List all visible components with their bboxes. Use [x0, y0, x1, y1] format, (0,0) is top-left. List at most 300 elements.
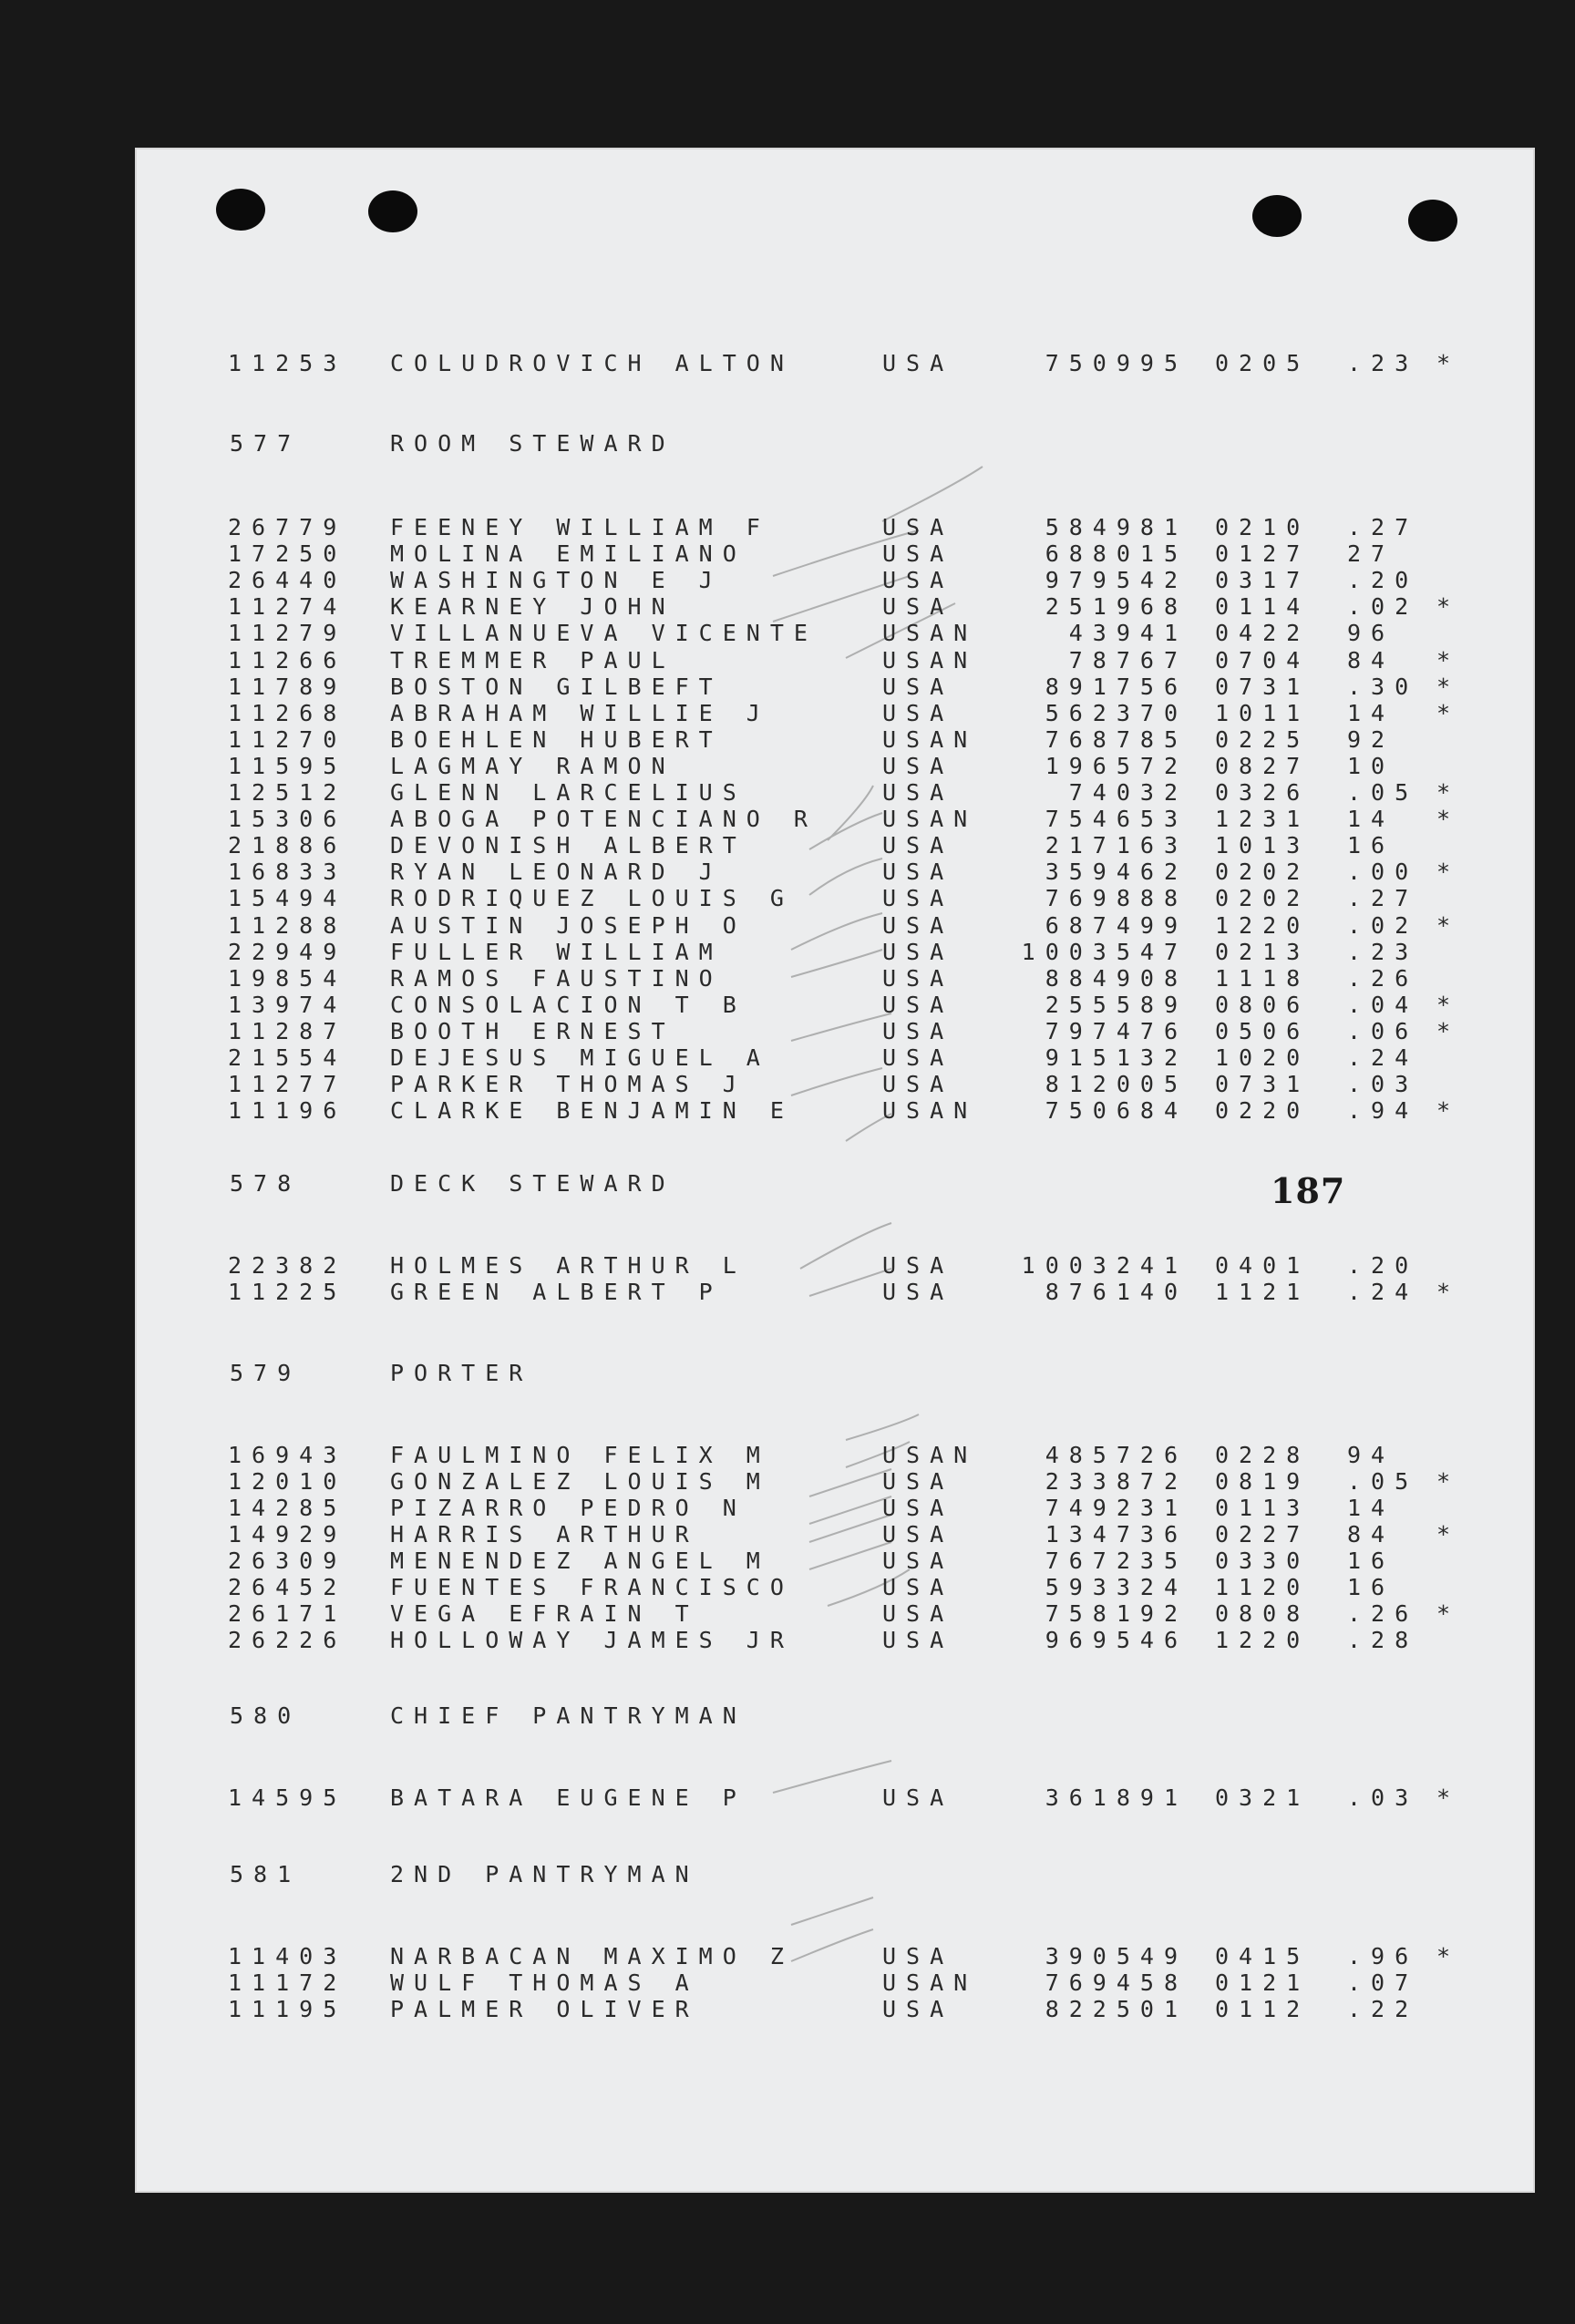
date-code: 0225 — [1215, 725, 1311, 753]
nationality: USA — [882, 779, 954, 806]
crew-number: 11196 — [228, 1097, 347, 1125]
nationality: USA — [882, 1574, 954, 1600]
crew-number: 11270 — [228, 725, 347, 753]
table-row — [135, 1252, 1535, 1280]
id-number: 750995 — [1045, 350, 1188, 376]
table-row — [135, 1784, 1535, 1812]
crew-name: WULF THOMAS A — [390, 1969, 699, 1996]
table-row — [135, 726, 1535, 754]
crew-number: 12512 — [228, 779, 347, 806]
section-code: 581 — [230, 1861, 302, 1887]
table-row — [135, 1548, 1535, 1575]
value-code: 84 — [1347, 646, 1395, 674]
date-code: 0819 — [1215, 1468, 1311, 1495]
nationality: USAN — [882, 620, 978, 647]
date-code: 1220 — [1215, 911, 1311, 939]
crew-number: 11287 — [228, 1017, 347, 1044]
nationality: USA — [882, 1252, 954, 1279]
asterisk-mark: * — [1436, 1521, 1461, 1548]
table-row — [135, 674, 1535, 701]
section-header — [135, 1861, 1535, 1888]
value-code: .22 — [1347, 1996, 1419, 2022]
table-row — [135, 832, 1535, 859]
id-number: 255589 — [1045, 991, 1188, 1018]
nationality: USA — [882, 832, 954, 859]
nationality: USA — [882, 350, 954, 376]
section-header — [135, 1702, 1535, 1730]
id-number: 750684 — [1045, 1097, 1188, 1125]
value-code: .03 — [1347, 1071, 1419, 1098]
crew-name: FULLER WILLIAM — [390, 938, 723, 965]
value-code: .96 — [1347, 1943, 1419, 1969]
asterisk-mark: * — [1436, 1943, 1461, 1969]
date-code: 0731 — [1215, 1071, 1311, 1098]
id-number: 134736 — [1045, 1521, 1188, 1548]
value-code: 14 — [1347, 806, 1395, 833]
date-code: 0205 — [1215, 350, 1311, 376]
crew-name: VEGA EFRAIN T — [390, 1600, 699, 1627]
value-code: 92 — [1347, 725, 1395, 753]
crew-number: 11595 — [228, 752, 347, 779]
id-number: 797476 — [1045, 1017, 1188, 1044]
value-code: 96 — [1347, 620, 1395, 647]
table-row — [135, 992, 1535, 1019]
value-code: .05 — [1347, 1468, 1419, 1495]
id-number: 884908 — [1045, 964, 1188, 992]
nationality: USA — [882, 991, 954, 1018]
value-code: .23 — [1347, 350, 1419, 376]
id-number: 562370 — [1045, 699, 1188, 726]
section-title: ROOM STEWARD — [390, 430, 675, 457]
nationality: USA — [882, 1468, 954, 1495]
crew-number: 26779 — [228, 514, 347, 540]
nationality: USA — [882, 540, 954, 568]
crew-number: 16943 — [228, 1442, 347, 1468]
table-row — [135, 1279, 1535, 1306]
crew-number: 14285 — [228, 1495, 347, 1521]
crew-name: GLENN LARCELIUS — [390, 779, 746, 806]
nationality: USA — [882, 1017, 954, 1044]
table-row — [135, 1071, 1535, 1098]
id-number: 688015 — [1045, 540, 1188, 568]
table-row — [135, 514, 1535, 541]
nationality: USA — [882, 885, 954, 912]
crew-name: VILLANUEVA VICENTE — [390, 620, 818, 647]
nationality: USAN — [882, 725, 978, 753]
asterisk-mark: * — [1436, 779, 1461, 806]
nationality: USA — [882, 1600, 954, 1627]
value-code: .20 — [1347, 1252, 1419, 1279]
nationality: USA — [882, 699, 954, 726]
table-row — [135, 1600, 1535, 1628]
crew-name: RODRIQUEZ LOUIS G — [390, 885, 794, 912]
table-row — [135, 1044, 1535, 1072]
crew-name: ABRAHAM WILLIE J — [390, 699, 770, 726]
date-code: 0808 — [1215, 1600, 1311, 1627]
value-code: 27 — [1347, 540, 1395, 568]
nationality: USA — [882, 1071, 954, 1098]
id-number: 769888 — [1045, 885, 1188, 912]
date-code: 1118 — [1215, 964, 1311, 992]
date-code: 0704 — [1215, 646, 1311, 674]
section-title: 2ND PANTRYMAN — [390, 1861, 699, 1887]
date-code: 1011 — [1215, 699, 1311, 726]
date-code: 0415 — [1215, 1943, 1311, 1969]
table-row — [135, 540, 1535, 568]
id-number: 78767 — [1068, 646, 1188, 674]
date-code: 0210 — [1215, 514, 1311, 540]
asterisk-mark: * — [1436, 673, 1461, 700]
date-code: 0127 — [1215, 540, 1311, 568]
crew-number: 11266 — [228, 646, 347, 674]
value-code: .24 — [1347, 1279, 1419, 1305]
crew-name: NARBACAN MAXIMO Z — [390, 1943, 794, 1969]
document-page — [135, 148, 1535, 2193]
table-row — [135, 779, 1535, 807]
section-code: 577 — [230, 430, 302, 457]
nationality: USA — [882, 514, 954, 540]
value-code: .30 — [1347, 673, 1419, 700]
table-row — [135, 350, 1535, 377]
crew-name: DEVONISH ALBERT — [390, 832, 746, 859]
table-row — [135, 1943, 1535, 1970]
table-row — [135, 1969, 1535, 1997]
crew-name: TREMMER PAUL — [390, 646, 675, 674]
nationality: USA — [882, 964, 954, 992]
asterisk-mark: * — [1436, 1600, 1461, 1627]
crew-number: 17250 — [228, 540, 347, 568]
id-number: 1003241 — [1021, 1252, 1188, 1279]
date-code: 0228 — [1215, 1442, 1311, 1468]
date-code: 1013 — [1215, 832, 1311, 859]
value-code: 94 — [1347, 1442, 1395, 1468]
date-code: 0330 — [1215, 1548, 1311, 1574]
crew-number: 11277 — [228, 1071, 347, 1098]
value-code: .28 — [1347, 1627, 1419, 1653]
crew-name: FUENTES FRANCISCO — [390, 1574, 794, 1600]
table-row — [135, 593, 1535, 621]
crew-name: PARKER THOMAS J — [390, 1071, 746, 1098]
crew-name: BATARA EUGENE P — [390, 1784, 746, 1811]
nationality: USA — [882, 752, 954, 779]
section-title: CHIEF PANTRYMAN — [390, 1702, 746, 1729]
table-row — [135, 647, 1535, 674]
value-code: .07 — [1347, 1969, 1419, 1996]
value-code: .27 — [1347, 514, 1419, 540]
crew-name: PALMER OLIVER — [390, 1996, 699, 2022]
asterisk-mark: * — [1436, 859, 1461, 886]
date-code: 0422 — [1215, 620, 1311, 647]
value-code: .20 — [1347, 567, 1419, 594]
crew-name: KEARNEY JOHN — [390, 593, 675, 621]
value-code: .02 — [1347, 593, 1419, 621]
value-code: .27 — [1347, 885, 1419, 912]
table-row — [135, 1574, 1535, 1601]
id-number: 359462 — [1045, 859, 1188, 886]
value-code: .05 — [1347, 779, 1419, 806]
id-number: 915132 — [1045, 1044, 1188, 1071]
nationality: USA — [882, 1044, 954, 1071]
section-code: 578 — [230, 1170, 302, 1197]
section-title: PORTER — [390, 1360, 533, 1386]
date-code: 1121 — [1215, 1279, 1311, 1305]
id-number: 584981 — [1045, 514, 1188, 540]
crew-name: RAMOS FAUSTINO — [390, 964, 723, 992]
id-number: 969546 — [1045, 1627, 1188, 1653]
date-code: 0827 — [1215, 752, 1311, 779]
section-title: DECK STEWARD — [390, 1170, 675, 1197]
crew-number: 11274 — [228, 593, 347, 621]
nationality: USA — [882, 1996, 954, 2022]
asterisk-mark: * — [1436, 350, 1461, 376]
nationality: USA — [882, 1279, 954, 1305]
crew-name: FEENEY WILLIAM F — [390, 514, 770, 540]
id-number: 217163 — [1045, 832, 1188, 859]
table-row — [135, 1018, 1535, 1045]
crew-number: 11225 — [228, 1279, 347, 1305]
crew-name: HOLMES ARTHUR L — [390, 1252, 746, 1279]
crew-number: 21886 — [228, 832, 347, 859]
nationality: USA — [882, 1784, 954, 1811]
id-number: 74032 — [1068, 779, 1188, 806]
id-number: 812005 — [1045, 1071, 1188, 1098]
id-number: 593324 — [1045, 1574, 1188, 1600]
date-code: 0321 — [1215, 1784, 1311, 1811]
nationality: USA — [882, 1627, 954, 1653]
date-code: 0113 — [1215, 1495, 1311, 1521]
nationality: USAN — [882, 806, 978, 833]
id-number: 1003547 — [1021, 938, 1188, 965]
crew-name: CLARKE BENJAMIN E — [390, 1097, 794, 1125]
section-header — [135, 430, 1535, 458]
asterisk-mark: * — [1436, 1097, 1461, 1125]
date-code: 0121 — [1215, 1969, 1311, 1996]
asterisk-mark: * — [1436, 699, 1461, 726]
date-code: 1020 — [1215, 1044, 1311, 1071]
value-code: .24 — [1347, 1044, 1419, 1071]
table-row — [135, 885, 1535, 912]
asterisk-mark: * — [1436, 593, 1461, 621]
date-code: 0506 — [1215, 1017, 1311, 1044]
crew-name: LAGMAY RAMON — [390, 752, 675, 779]
crew-name: MOLINA EMILIANO — [390, 540, 746, 568]
id-number: 822501 — [1045, 1996, 1188, 2022]
crew-name: HOLLOWAY JAMES JR — [390, 1627, 794, 1653]
crew-name: BOSTON GILBEFT — [390, 673, 723, 700]
date-code: 0220 — [1215, 1097, 1311, 1125]
date-code: 0114 — [1215, 593, 1311, 621]
table-row — [135, 939, 1535, 966]
crew-name: FAULMINO FELIX M — [390, 1442, 770, 1468]
crew-number: 26452 — [228, 1574, 347, 1600]
table-row — [135, 1442, 1535, 1469]
crew-name: BOEHLEN HUBERT — [390, 725, 723, 753]
id-number: 979542 — [1045, 567, 1188, 594]
page-number: 187 — [1271, 1170, 1346, 1211]
section-code: 579 — [230, 1360, 302, 1386]
value-code: .04 — [1347, 991, 1419, 1018]
crew-name: COLUDROVICH ALTON — [390, 350, 794, 376]
crew-name: RYAN LEONARD J — [390, 859, 723, 886]
table-row — [135, 1495, 1535, 1522]
id-number: 876140 — [1045, 1279, 1188, 1305]
id-number: 485726 — [1045, 1442, 1188, 1468]
table-row — [135, 567, 1535, 594]
crew-name: PIZARRO PEDRO N — [390, 1495, 746, 1521]
date-code: 0202 — [1215, 885, 1311, 912]
value-code: .03 — [1347, 1784, 1419, 1811]
id-number: 891756 — [1045, 673, 1188, 700]
asterisk-mark: * — [1436, 911, 1461, 939]
id-number: 768785 — [1045, 725, 1188, 753]
asterisk-mark: * — [1436, 646, 1461, 674]
crew-number: 11403 — [228, 1943, 347, 1969]
value-code: 14 — [1347, 1495, 1395, 1521]
nationality: USA — [882, 1521, 954, 1548]
table-row — [135, 1468, 1535, 1496]
crew-number: 15494 — [228, 885, 347, 912]
table-row — [135, 753, 1535, 780]
crew-number: 11288 — [228, 911, 347, 939]
crew-number: 11195 — [228, 1996, 347, 2022]
table-row — [135, 1996, 1535, 2023]
id-number: 196572 — [1045, 752, 1188, 779]
crew-number: 21554 — [228, 1044, 347, 1071]
crew-name: CONSOLACION T B — [390, 991, 746, 1018]
asterisk-mark: * — [1436, 1017, 1461, 1044]
date-code: 0731 — [1215, 673, 1311, 700]
id-number: 767235 — [1045, 1548, 1188, 1574]
value-code: 16 — [1347, 1548, 1395, 1574]
date-code: 0317 — [1215, 567, 1311, 594]
date-code: 1220 — [1215, 1627, 1311, 1653]
crew-name: DEJESUS MIGUEL A — [390, 1044, 770, 1071]
crew-number: 13974 — [228, 991, 347, 1018]
id-number: 251968 — [1045, 593, 1188, 621]
value-code: 84 — [1347, 1521, 1395, 1548]
table-row — [135, 859, 1535, 886]
value-code: .00 — [1347, 859, 1419, 886]
crew-name: WASHINGTON E J — [390, 567, 723, 594]
crew-number: 22949 — [228, 938, 347, 965]
id-number: 43941 — [1068, 620, 1188, 647]
nationality: USA — [882, 1495, 954, 1521]
crew-name: GONZALEZ LOUIS M — [390, 1468, 770, 1495]
section-header — [135, 1360, 1535, 1387]
id-number: 390549 — [1045, 1943, 1188, 1969]
nationality: USA — [882, 1943, 954, 1969]
date-code: 0401 — [1215, 1252, 1311, 1279]
value-code: .02 — [1347, 911, 1419, 939]
table-row — [135, 620, 1535, 647]
crew-number: 11789 — [228, 673, 347, 700]
date-code: 0213 — [1215, 938, 1311, 965]
nationality: USAN — [882, 1097, 978, 1125]
value-code: .23 — [1347, 938, 1419, 965]
date-code: 1120 — [1215, 1574, 1311, 1600]
crew-name: ABOGA POTENCIANO R — [390, 806, 818, 833]
crew-number: 16833 — [228, 859, 347, 886]
crew-number: 14595 — [228, 1784, 347, 1811]
date-code: 0806 — [1215, 991, 1311, 1018]
asterisk-mark: * — [1436, 806, 1461, 833]
nationality: USAN — [882, 1969, 978, 1996]
value-code: 16 — [1347, 832, 1395, 859]
nationality: USA — [882, 859, 954, 886]
crew-name: AUSTIN JOSEPH O — [390, 911, 746, 939]
crew-number: 11172 — [228, 1969, 347, 1996]
table-row — [135, 1521, 1535, 1548]
asterisk-mark: * — [1436, 1468, 1461, 1495]
crew-number: 11268 — [228, 699, 347, 726]
value-code: .26 — [1347, 964, 1419, 992]
value-code: .06 — [1347, 1017, 1419, 1044]
crew-number: 26226 — [228, 1627, 347, 1653]
crew-name: MENENDEZ ANGEL M — [390, 1548, 770, 1574]
crew-number: 26440 — [228, 567, 347, 594]
id-number: 749231 — [1045, 1495, 1188, 1521]
crew-number: 26171 — [228, 1600, 347, 1627]
id-number: 769458 — [1045, 1969, 1188, 1996]
crew-name: HARRIS ARTHUR — [390, 1521, 699, 1548]
nationality: USA — [882, 938, 954, 965]
nationality: USAN — [882, 1442, 978, 1468]
date-code: 1231 — [1215, 806, 1311, 833]
table-row — [135, 965, 1535, 992]
table-row — [135, 1097, 1535, 1125]
id-number: 758192 — [1045, 1600, 1188, 1627]
table-row — [135, 912, 1535, 940]
crew-list — [135, 148, 1535, 2193]
value-code: 16 — [1347, 1574, 1395, 1600]
value-code: 14 — [1347, 699, 1395, 726]
id-number: 754653 — [1045, 806, 1188, 833]
section-code: 580 — [230, 1702, 302, 1729]
nationality: USA — [882, 673, 954, 700]
date-code: 0227 — [1215, 1521, 1311, 1548]
crew-number: 11253 — [228, 350, 347, 376]
nationality: USA — [882, 567, 954, 594]
asterisk-mark: * — [1436, 1784, 1461, 1811]
crew-name: BOOTH ERNEST — [390, 1017, 675, 1044]
value-code: .26 — [1347, 1600, 1419, 1627]
id-number: 687499 — [1045, 911, 1188, 939]
crew-name: GREEN ALBERT P — [390, 1279, 723, 1305]
nationality: USAN — [882, 646, 978, 674]
crew-number: 19854 — [228, 964, 347, 992]
asterisk-mark: * — [1436, 1279, 1461, 1305]
table-row — [135, 1627, 1535, 1654]
value-code: .94 — [1347, 1097, 1419, 1125]
crew-number: 11279 — [228, 620, 347, 647]
date-code: 0202 — [1215, 859, 1311, 886]
table-row — [135, 700, 1535, 727]
asterisk-mark: * — [1436, 991, 1461, 1018]
id-number: 361891 — [1045, 1784, 1188, 1811]
crew-number: 22382 — [228, 1252, 347, 1279]
nationality: USA — [882, 593, 954, 621]
table-row — [135, 806, 1535, 833]
value-code: 10 — [1347, 752, 1395, 779]
nationality: USA — [882, 1548, 954, 1574]
id-number: 233872 — [1045, 1468, 1188, 1495]
crew-number: 14929 — [228, 1521, 347, 1548]
crew-number: 15306 — [228, 806, 347, 833]
crew-number: 26309 — [228, 1548, 347, 1574]
date-code: 0326 — [1215, 779, 1311, 806]
nationality: USA — [882, 911, 954, 939]
date-code: 0112 — [1215, 1996, 1311, 2022]
